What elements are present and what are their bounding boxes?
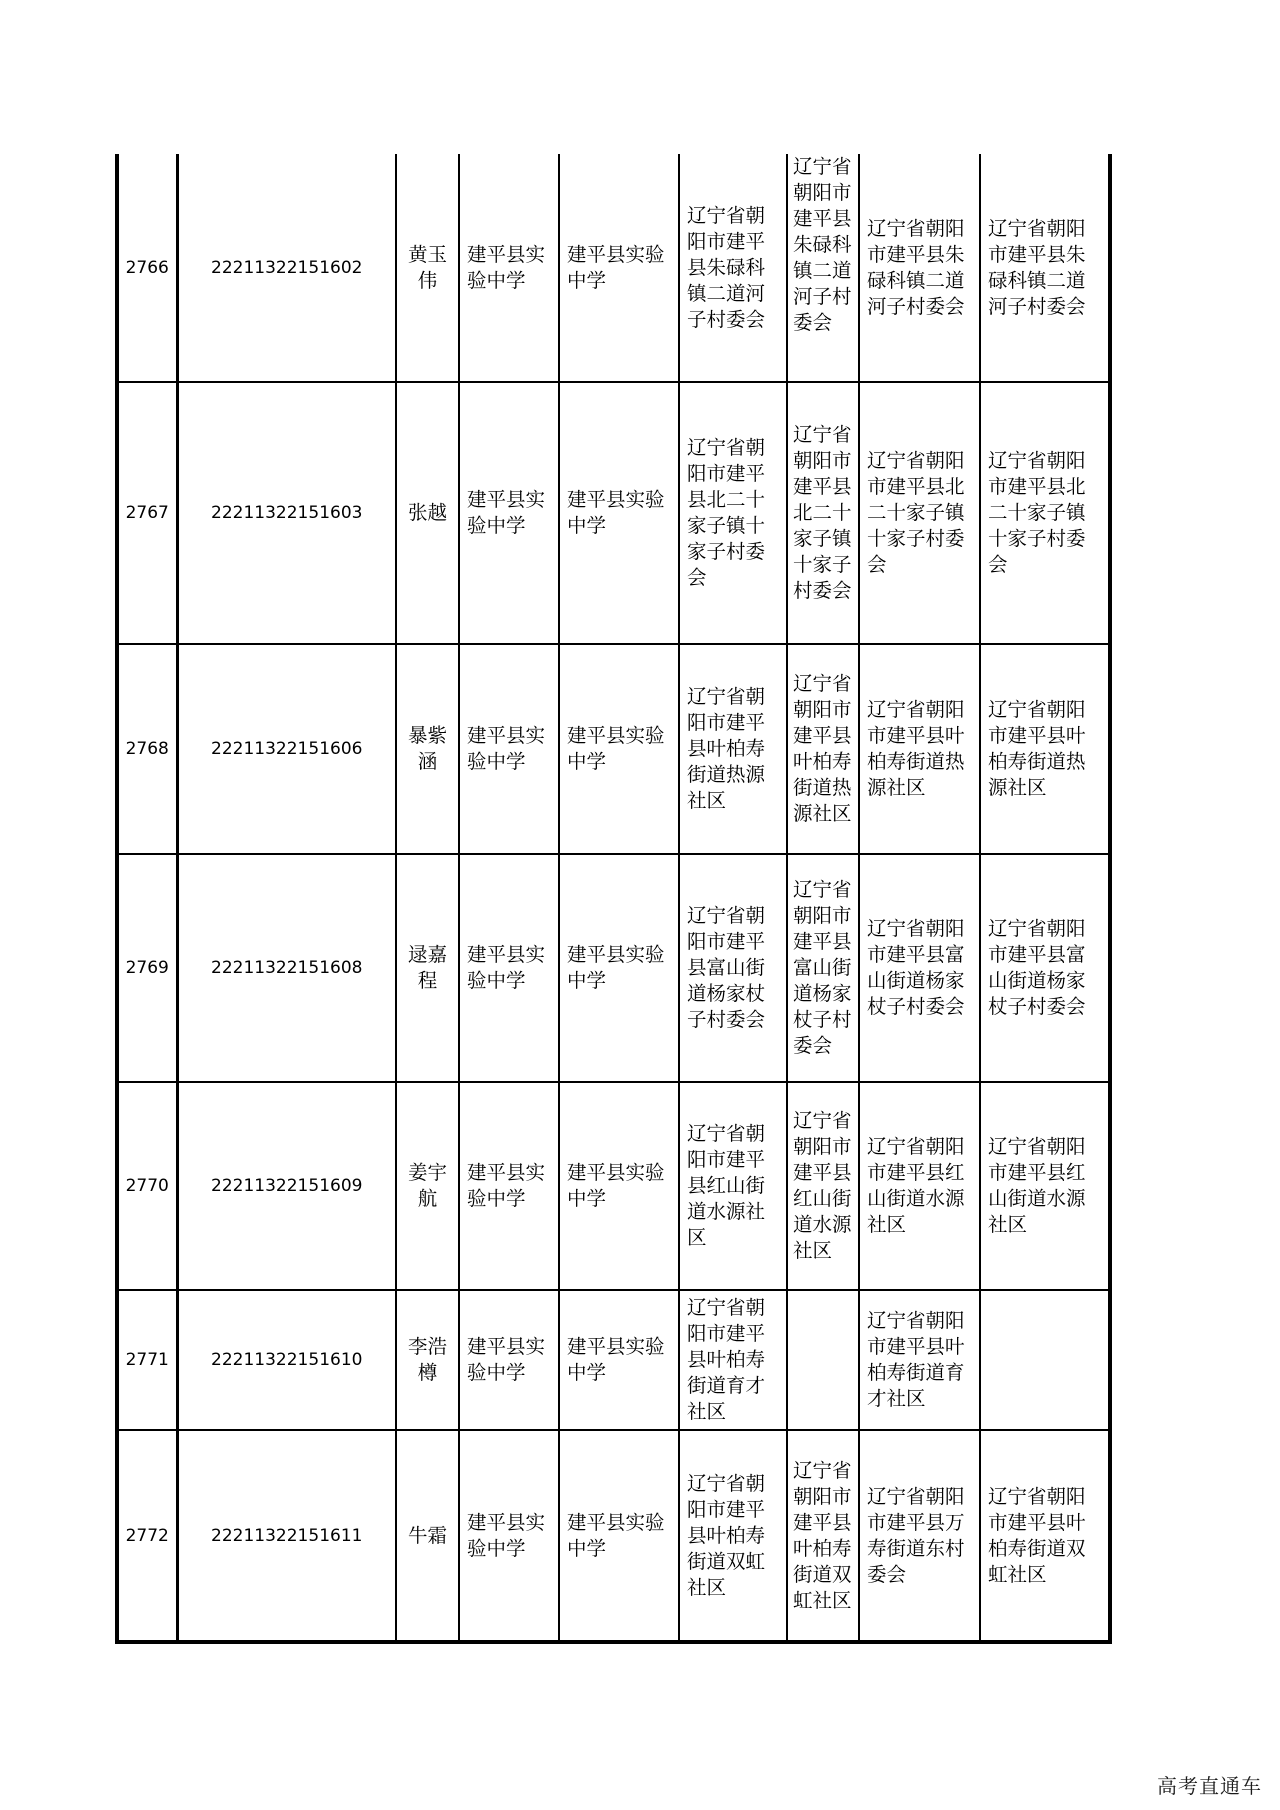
address-3: 辽宁省朝阳市建平县叶柏寿街道育才社区 [859,1290,980,1430]
address-2: 辽宁省朝阳市建平县红山街道水源社区 [787,1082,859,1290]
address-4: 辽宁省朝阳市建平县北二十家子镇十家子村委会 [980,382,1110,644]
address-4: 辽宁省朝阳市建平县叶柏寿街道热源社区 [980,644,1110,854]
address-2: 辽宁省朝阳市建平县富山街道杨家杖子村委会 [787,854,859,1082]
address-1: 辽宁省朝阳市建平县叶柏寿街道育才社区 [679,1290,787,1430]
address-2: 辽宁省朝阳市建平县叶柏寿街道双虹社区 [787,1430,859,1642]
student-name: 张越 [396,382,459,644]
address-3: 辽宁省朝阳市建平县富山街道杨家杖子村委会 [859,854,980,1082]
address-4: 辽宁省朝阳市建平县叶柏寿街道双虹社区 [980,1430,1110,1642]
exam-id: 22211322151603 [177,382,396,644]
serial-number: 2770 [117,1082,177,1290]
school-2: 建平县实验中学 [559,154,679,382]
table-row [117,154,1110,382]
address-3: 辽宁省朝阳市建平县北二十家子镇十家子村委会 [859,382,980,644]
serial-number: 2772 [117,1430,177,1642]
student-name: 牛霜 [396,1430,459,1642]
school-2: 建平县实验中学 [559,382,679,644]
school: 建平县实验中学 [459,154,559,382]
table-row [117,1290,1110,1430]
student-name: 黄玉伟 [396,154,459,382]
school-2: 建平县实验中学 [559,644,679,854]
exam-id: 22211322151606 [177,644,396,854]
school: 建平县实验中学 [459,1430,559,1642]
school-2: 建平县实验中学 [559,1430,679,1642]
table-row [117,644,1110,854]
address-4 [980,1290,1110,1430]
table-row [117,1430,1110,1642]
student-name: 暴紫涵 [396,644,459,854]
address-2: 辽宁省朝阳市建平县叶柏寿街道热源社区 [787,644,859,854]
school: 建平县实验中学 [459,644,559,854]
exam-id: 22211322151609 [177,1082,396,1290]
student-name: 姜宇航 [396,1082,459,1290]
exam-id: 22211322151611 [177,1430,396,1642]
address-4: 辽宁省朝阳市建平县红山街道水源社区 [980,1082,1110,1290]
watermark-text: 高考直通车 [1157,1774,1262,1798]
school: 建平县实验中学 [459,382,559,644]
address-1: 辽宁省朝阳市建平县富山街道杨家杖子村委会 [679,854,787,1082]
school-2: 建平县实验中学 [559,1082,679,1290]
address-2 [787,1290,859,1430]
address-1: 辽宁省朝阳市建平县叶柏寿街道热源社区 [679,644,787,854]
address-3: 辽宁省朝阳市建平县朱碌科镇二道河子村委会 [859,154,980,382]
address-1: 辽宁省朝阳市建平县叶柏寿街道双虹社区 [679,1430,787,1642]
table-row [117,854,1110,1082]
exam-id: 22211322151602 [177,154,396,382]
student-table [115,154,1112,1644]
exam-id: 22211322151608 [177,854,396,1082]
serial-number: 2767 [117,382,177,644]
serial-number: 2771 [117,1290,177,1430]
address-2: 辽宁省朝阳市建平县北二十家子镇十家子村委会 [787,382,859,644]
table-row [117,1082,1110,1290]
address-4: 辽宁省朝阳市建平县富山街道杨家杖子村委会 [980,854,1110,1082]
school: 建平县实验中学 [459,1290,559,1430]
student-name: 逯嘉程 [396,854,459,1082]
address-1: 辽宁省朝阳市建平县北二十家子镇十家子村委会 [679,382,787,644]
address-2: 辽宁省朝阳市建平县朱碌科镇二道河子村委会 [787,154,859,382]
address-4: 辽宁省朝阳市建平县朱碌科镇二道河子村委会 [980,154,1110,382]
serial-number: 2769 [117,854,177,1082]
school: 建平县实验中学 [459,854,559,1082]
table-row [117,382,1110,644]
school-2: 建平县实验中学 [559,854,679,1082]
exam-id: 22211322151610 [177,1290,396,1430]
address-3: 辽宁省朝阳市建平县红山街道水源社区 [859,1082,980,1290]
address-3: 辽宁省朝阳市建平县万寿街道东村委会 [859,1430,980,1642]
student-name: 李浩樽 [396,1290,459,1430]
address-1: 辽宁省朝阳市建平县朱碌科镇二道河子村委会 [679,154,787,382]
serial-number: 2766 [117,154,177,382]
serial-number: 2768 [117,644,177,854]
school-2: 建平县实验中学 [559,1290,679,1430]
address-1: 辽宁省朝阳市建平县红山街道水源社区 [679,1082,787,1290]
address-3: 辽宁省朝阳市建平县叶柏寿街道热源社区 [859,644,980,854]
school: 建平县实验中学 [459,1082,559,1290]
